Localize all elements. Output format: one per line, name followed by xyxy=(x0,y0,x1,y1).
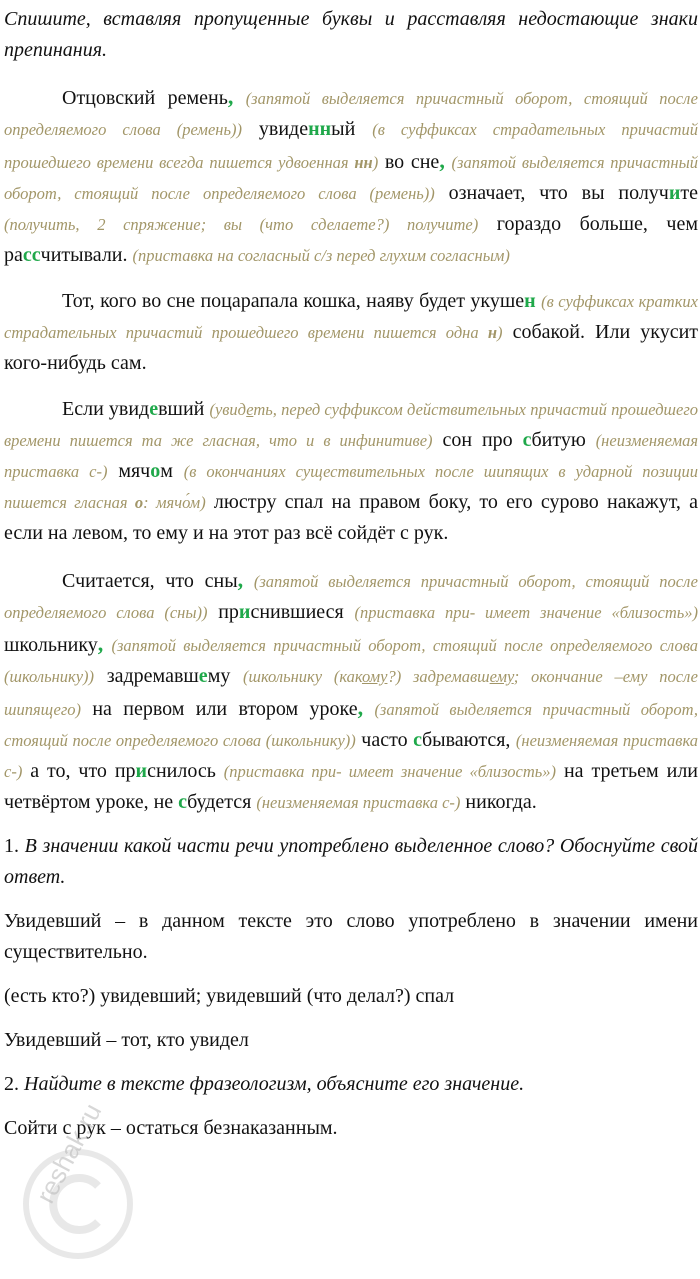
inserted-letters: нн xyxy=(308,118,332,140)
inserted-comma: , xyxy=(439,148,445,173)
answer-2: Сойти с рук – остаться безнаказанным. xyxy=(4,1117,338,1139)
grammar-note: (приставка при- имеет значение «близость») xyxy=(354,603,698,622)
answer-1: Увидевший – в данном тексте это слово употреблено в значении имени существительно. xyxy=(4,910,698,963)
text: Отцовский ремень xyxy=(62,87,228,109)
text: гораздо больше, чем ра xyxy=(4,213,698,266)
grammar-note: (неизменяемая приставка с-) xyxy=(256,793,461,812)
task-instruction: Спишите, вставляя пропущенные буквы и расставляя недостающие знаки препинания. xyxy=(4,8,698,61)
inserted-letters: с xyxy=(178,791,188,813)
inserted-letters: и xyxy=(135,760,148,782)
text: школьнику xyxy=(4,634,98,656)
text: читывали. xyxy=(40,244,128,266)
text: часто xyxy=(361,729,408,751)
inserted-comma: , xyxy=(237,567,244,592)
grammar-note: (запятой выделяется причастный оборот, стоящий после определяемого слова (школьнику)) xyxy=(4,700,699,750)
grammar-note: (увидеть, перед суффиксом действительных причастий прошедшего времени пишется та же гласная, что и в инфинитиве) xyxy=(4,400,699,450)
inserted-letters: о xyxy=(150,460,161,482)
text: снившиеся xyxy=(250,601,344,623)
grammar-note: (в суффиксах страдательных причастий прошедшего времени всегда пишется удвоенная нн) xyxy=(4,120,698,172)
inserted-letters: е xyxy=(149,398,159,420)
watermark-text: reshak.ru xyxy=(30,1098,108,1209)
grammar-note: (запятой выделяется причастный оборот, стоящий после определяемого слова (ремень)) xyxy=(4,89,699,139)
text: во сне xyxy=(384,151,440,173)
inserted-comma: , xyxy=(227,84,234,109)
text: на третьем или четвёртом уроке, не xyxy=(4,760,699,813)
question-1 xyxy=(4,831,698,893)
paragraph-2 xyxy=(4,286,698,379)
text: увиде xyxy=(258,118,309,140)
text: будется xyxy=(187,791,252,813)
text: Если увид xyxy=(62,398,150,420)
grammar-note: (неизменяемая приставка с-) xyxy=(4,431,699,481)
grammar-note: (в окончаниях существительных после шипящих в ударной позиции пишется гласная о: мячо́м) xyxy=(4,462,699,512)
inserted-letters: с xyxy=(522,429,532,451)
text: сон про xyxy=(442,429,513,451)
question-number: 1. xyxy=(4,835,19,857)
text: пр xyxy=(218,601,239,623)
text: никогда. xyxy=(465,791,537,813)
text: Тот, кого во сне поцарапала кошка, наяву будет укуше xyxy=(62,290,525,312)
grammar-note: (школьнику (какому?) задремавшему; окончание –ему после шипящего) xyxy=(4,667,698,719)
grammar-note: (запятой выделяется причастный оборот, стоящий после определяемого слова (сны)) xyxy=(4,572,698,622)
text: битую xyxy=(531,429,586,451)
text: м xyxy=(160,460,173,482)
grammar-note: (запятой выделяется причастный оборот, стоящий после определяемого слова (школьнику)) xyxy=(4,636,698,686)
grammar-note: (запятой выделяется причастный оборот, стоящий после определяемого слова (ремень)) xyxy=(4,153,699,203)
text: мяч xyxy=(118,460,151,482)
grammar-note: (в суффиксах кратких страдательных причастий прошедшего времени пишется одна н) xyxy=(4,292,698,342)
inserted-letters: и xyxy=(668,182,681,204)
text: Считается, что сны xyxy=(62,570,238,592)
question-number: 2. xyxy=(4,1073,19,1095)
grammar-note: (неизменяемая приставка с-) xyxy=(4,731,699,781)
paragraph-3 xyxy=(4,394,698,549)
text: собакой. Или укусит кого-нибудь сам. xyxy=(4,321,699,374)
inserted-comma: , xyxy=(97,631,104,656)
text: снилось xyxy=(147,760,216,782)
inserted-letters: е xyxy=(198,665,208,687)
text: те xyxy=(680,182,699,204)
inserted-letters: н xyxy=(524,290,536,312)
question-text: Найдите в тексте фразеологизм, объясните его значение. xyxy=(24,1073,525,1095)
question-2 xyxy=(4,1069,698,1100)
text: бываются, xyxy=(421,729,511,751)
paragraph-1 xyxy=(4,81,698,271)
grammar-note: (получить, 2 спряжение; вы (что сделаете?) получите) xyxy=(4,215,479,234)
text: означает, что вы получ xyxy=(448,182,669,204)
grammar-note: (приставка на согласный с/з перед глухим согласным) xyxy=(132,246,510,265)
inserted-letters: сс xyxy=(22,244,41,266)
inserted-letters: с xyxy=(413,729,422,751)
answer-1-reasoning: (есть кто?) увидевший; увидевший (что делал?) спал xyxy=(4,985,455,1007)
text: на первом или втором уроке xyxy=(92,698,358,720)
answer-1-definition: Увидевший – тот, кто увидел xyxy=(4,1029,249,1051)
question-text: В значении какой части речи употреблено выделенное слово? Обоснуйте свой ответ. xyxy=(4,835,699,888)
text: му xyxy=(207,665,231,687)
text: вший xyxy=(158,398,205,420)
exercise-document xyxy=(0,4,700,1144)
text: люстру спал на правом боку, то его сурово накажут, а если на левом, то ему и на этот раз всё сойдёт с рук. xyxy=(4,491,699,544)
text: задремавш xyxy=(106,665,199,687)
inserted-letters: и xyxy=(238,601,251,623)
grammar-note: (приставка при- имеет значение «близость») xyxy=(223,762,557,781)
text: а то, что пр xyxy=(30,760,136,782)
paragraph-4 xyxy=(4,564,698,818)
inserted-comma: , xyxy=(357,695,364,720)
text: ый xyxy=(331,118,356,140)
